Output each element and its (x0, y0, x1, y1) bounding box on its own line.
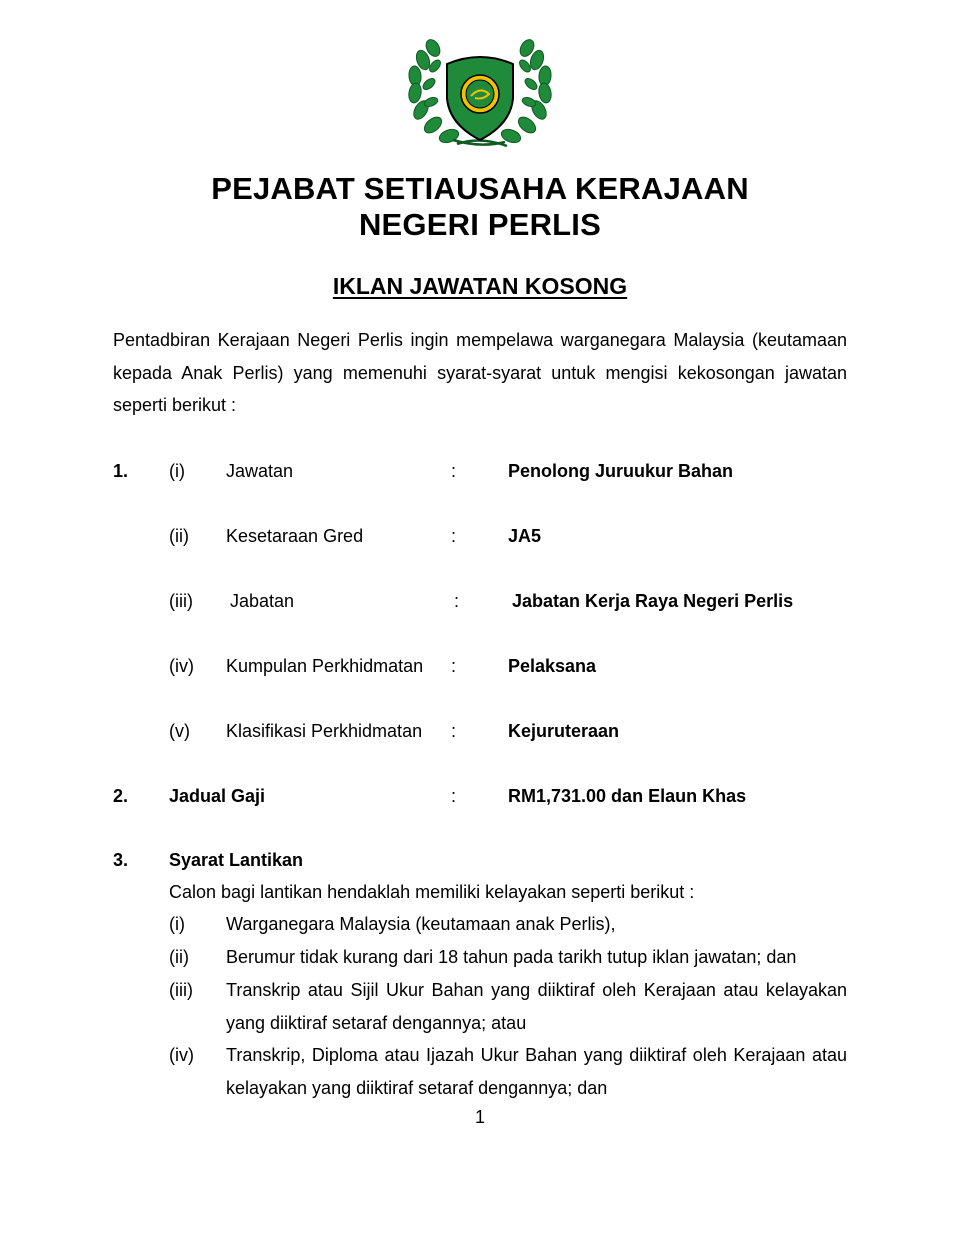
item-colon: : (451, 656, 457, 676)
item-label: Kumpulan Perkhidmatan (226, 656, 424, 676)
section2-label: Jadual Gaji (169, 786, 266, 806)
section3-item-4-text: Transkrip, Diploma atau Ijazah Ukur Bahan yang diiktiraf oleh Kerajaan atau kelayakan yang diiktiraf setaraf dengannya; dan (226, 1045, 847, 1098)
item-text: Berumur tidak kurang dari 18 tahun pada tarikh tutup iklan jawatan; dan (226, 947, 797, 967)
page-subtitle (0, 270, 960, 302)
page-title-line2: NEGERI PERLIS (358, 207, 602, 242)
item-value: Pelaksana (508, 656, 597, 676)
item-colon: : (454, 591, 460, 611)
section2-value: RM1,731.00 dan Elaun Khas (508, 786, 747, 806)
section1-row-1 (0, 458, 960, 484)
item-numeral: (iii) (169, 980, 193, 1000)
section3-item-1 (0, 911, 960, 937)
item-colon: : (451, 461, 457, 481)
section2-number: 2. (113, 786, 129, 806)
item-label: Jawatan (226, 461, 294, 481)
section2-row (0, 783, 960, 809)
section3-number: 3. (113, 850, 129, 870)
section2-colon: : (451, 786, 457, 806)
item-colon: : (451, 721, 457, 741)
page-title-line1: PEJABAT SETIAUSAHA KERAJAAN (211, 171, 749, 206)
section1-number: 1. (113, 461, 129, 481)
section1-row-5 (0, 718, 960, 744)
section3-title: Syarat Lantikan (169, 850, 304, 870)
page-number: 1 (474, 1107, 485, 1127)
item-label: Jabatan (230, 591, 295, 611)
item-value: JA5 (508, 526, 542, 546)
state-crest-logo (405, 36, 555, 152)
item-numeral: (ii) (169, 947, 189, 967)
item-text: Warganegara Malaysia (keutamaan anak Perlis), (226, 914, 616, 934)
section1-row-2 (0, 523, 960, 549)
item-label: Klasifikasi Perkhidmatan (226, 721, 423, 741)
section3-lead (0, 879, 960, 905)
item-numeral: (iv) (169, 656, 194, 676)
section1-row-3 (0, 588, 960, 614)
item-value: Penolong Juruukur Bahan (508, 461, 734, 481)
item-numeral: (ii) (169, 526, 189, 546)
item-numeral: (iii) (169, 591, 193, 611)
item-numeral: (v) (169, 721, 190, 741)
subtitle-text: IKLAN JAWATAN KOSONG (332, 273, 628, 299)
item-numeral: (i) (169, 461, 185, 481)
section3-heading (0, 847, 960, 873)
item-value: Kejuruteraan (508, 721, 620, 741)
section3-item-3-text: Transkrip atau Sijil Ukur Bahan yang diiktiraf oleh Kerajaan atau kelayakan yang diiktiraf setaraf dengannya; atau (226, 980, 847, 1033)
item-colon: : (451, 526, 457, 546)
item-numeral: (i) (169, 914, 185, 934)
section1-row-4 (0, 653, 960, 679)
item-label: Kesetaraan Gred (226, 526, 364, 546)
intro-paragraph: Pentadbiran Kerajaan Negeri Perlis ingin mempelawa warganegara Malaysia (keutamaan kepada Anak Perlis) yang memenuhi syarat-syarat untuk mengisi kekosongan jawatan seperti berikut : (113, 330, 847, 415)
item-value: Jabatan Kerja Raya Negeri Perlis (512, 591, 794, 611)
section3-lead-text: Calon bagi lantikan hendaklah memiliki kelayakan seperti berikut : (169, 882, 695, 902)
section3-item-2 (0, 944, 960, 970)
item-numeral: (iv) (169, 1045, 194, 1065)
